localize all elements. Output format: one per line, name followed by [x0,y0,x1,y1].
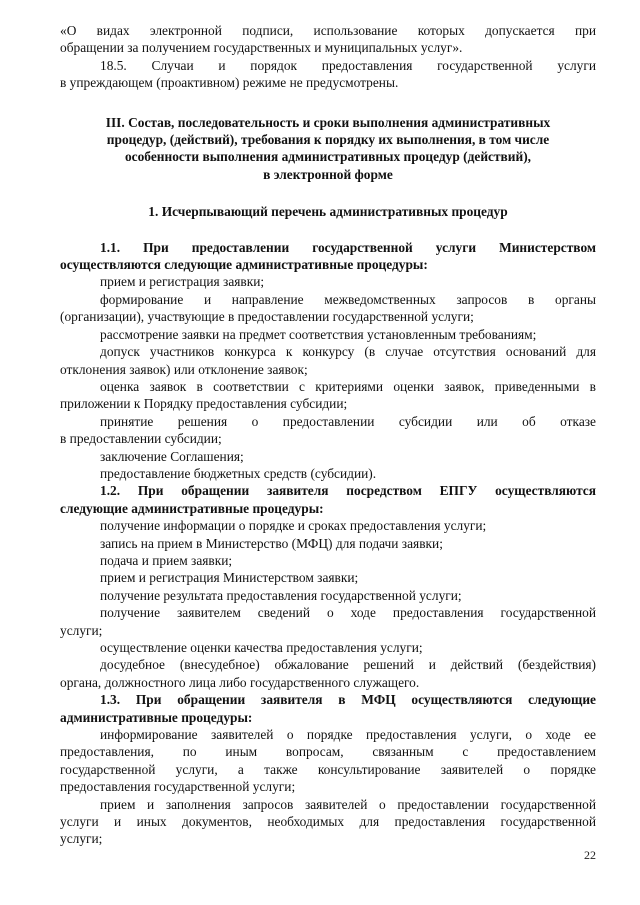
section-title: в электронной форме [263,166,393,182]
list-item: получение информации о порядке и сроках предоставления услуги; [100,518,487,534]
list-item: принятие решения о предоставлении субсидии или об отказе [100,413,596,429]
list-item: заключение Соглашения; [100,448,244,464]
list-item: прием и заполнения запросов заявителей о предоставлении государственной [100,796,596,812]
list-item: запись на прием в Министерство (МФЦ) для подачи заявки; [100,535,443,551]
list-item: приложении к Порядку предоставления субсидии; [60,396,348,412]
list-item: подача и прием заявки; [100,552,233,568]
list-item: прием и регистрация заявки; [100,274,265,290]
list-item: государственной услуги, а также консультирование заявителей о порядке [60,761,596,777]
paragraph-1-2-heading: 1.2. При обращении заявителя посредством ЕПГУ осуществляются [100,483,596,499]
list-item: предоставление бюджетных средств (субсидии). [100,465,377,481]
paragraph-18-5: 18.5. Случаи и порядок предоставления государственной услуги [100,57,596,73]
paragraph-1-3-heading: 1.3. При обращении заявителя в МФЦ осуществляются следующие [100,692,596,708]
paragraph-1-1-heading: осуществляются следующие административные процедуры: [60,257,428,273]
list-item: прием и регистрация Министерством заявки; [100,570,359,586]
list-item: отклонения заявок) или отклонение заявок; [60,361,308,377]
page-number: 22 [584,848,596,862]
list-item: предоставления, по иным вопросам, связанным с предоставлением [60,744,596,760]
list-item: получение результата предоставления государственной услуги; [100,587,462,603]
list-item: услуги и иных документов, необходимых для предоставления государственной [60,814,596,830]
list-item: (организации), участвующие в предоставлении государственной услуги; [60,309,474,325]
list-item: в предоставлении субсидии; [60,431,222,447]
list-item: оценка заявок в соответствии с критериями оценки заявок, приведенными в [100,378,596,394]
paragraph-1-2-heading: следующие административные процедуры: [60,500,324,516]
list-item: услуги; [60,622,103,638]
document-page [60,22,596,848]
list-item: досудебное (внесудебное) обжалование решений и действий (бездействия) [100,657,596,673]
list-item: услуги; [60,831,103,847]
section-title: процедур, (действий), требования к порядку их выполнения, в том числе [106,132,550,148]
text-line: «О видах электронной подписи, использование которых допускается при [60,23,596,38]
subsection-title: 1. Исчерпывающий перечень административных процедур [148,204,508,220]
paragraph-1-1-heading: 1.1. При предоставлении государственной услуги Министерством [100,239,596,255]
list-item: формирование и направление межведомственных запросов в органы [100,291,596,307]
list-item: органа, должностного лица либо государственного служащего. [60,674,420,690]
list-item: допуск участников конкурса к конкурсу (в случае отсутствия оснований для [100,344,596,360]
text-line: обращении за получением государственных и муниципальных услуг». [60,40,463,56]
paragraph-1-3-heading: административные процедуры: [60,709,253,725]
section-title: III. Состав, последовательность и сроки выполнения административных [105,114,551,130]
list-item: предоставления государственной услуги; [60,779,296,795]
list-item: рассмотрение заявки на предмет соответствия установленным требованиям; [100,326,537,342]
list-item: информирование заявителей о порядке предоставления услуги, о ходе ее [100,727,596,743]
text-line: в упреждающем (проактивном) режиме не предусмотрены. [60,75,399,91]
list-item: осуществление оценки качества предоставления услуги; [100,640,423,655]
section-title: особенности выполнения административных процедур (действий), [124,149,532,165]
list-item: получение заявителем сведений о ходе предоставления государственной [100,605,596,621]
